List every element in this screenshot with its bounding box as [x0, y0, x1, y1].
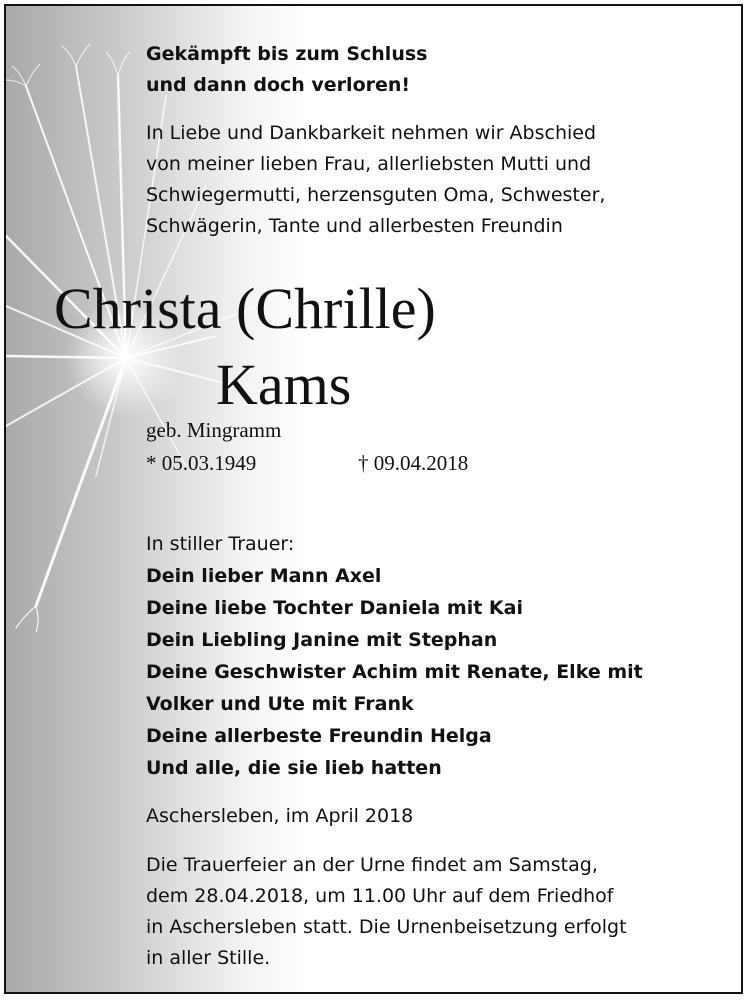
deceased-last-name: Kams: [216, 352, 352, 417]
mourner-line: Volker und Ute mit Frank: [146, 693, 414, 715]
motto-line: und dann doch verloren!: [146, 74, 411, 96]
mourners-intro: In stiller Trauer:: [146, 533, 295, 555]
mourner-line: Deine liebe Tochter Daniela mit Kai: [146, 597, 523, 619]
motto-line: Gekämpft bis zum Schluss: [146, 43, 428, 65]
funeral-line: in aller Stille.: [146, 947, 271, 969]
mourner-line: Deine allerbeste Freundin Helga: [146, 725, 492, 747]
intro-line: Schwiegermutti, herzensguten Oma, Schwester,: [146, 184, 606, 206]
mourner-line: Deine Geschwister Achim mit Renate, Elke mit: [146, 661, 643, 683]
intro-line: Schwägerin, Tante und allerbesten Freundin: [146, 215, 563, 237]
intro-line: In Liebe und Dankbarkeit nehmen wir Abschied: [146, 122, 597, 144]
birth-date: * 05.03.1949: [146, 451, 257, 475]
mourner-line: Dein Liebling Janine mit Stephan: [146, 629, 498, 651]
funeral-line: dem 28.04.2018, um 11.00 Uhr auf dem Friedhof: [146, 885, 614, 907]
obituary-notice: [4, 4, 743, 994]
mourner-line: Und alle, die sie lieb hatten: [146, 757, 442, 779]
death-date: † 09.04.2018: [358, 451, 469, 475]
funeral-line: Die Trauerfeier an der Urne findet am Samstag,: [146, 854, 598, 876]
mourner-line: Dein lieber Mann Axel: [146, 565, 382, 587]
deceased-first-name: Christa (Chrille): [54, 276, 436, 341]
birth-name: geb. Mingramm: [146, 418, 282, 442]
notice-text: [6, 6, 741, 992]
intro-line: von meiner lieben Frau, allerliebsten Mutti und: [146, 153, 592, 175]
funeral-line: in Aschersleben statt. Die Urnenbeisetzung erfolgt: [146, 916, 627, 938]
place-date: Aschersleben, im April 2018: [146, 805, 414, 827]
